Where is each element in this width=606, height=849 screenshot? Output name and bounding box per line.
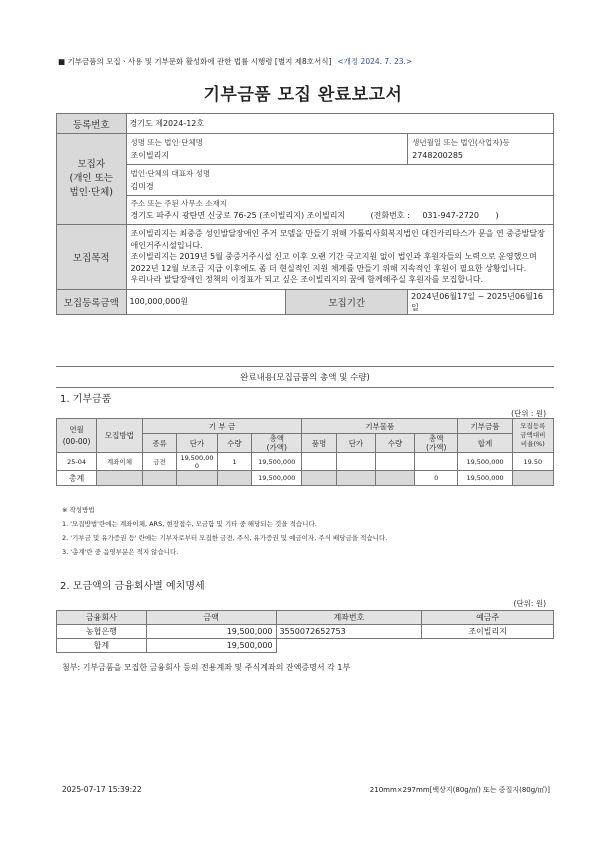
row-qty: 1 xyxy=(217,453,252,471)
revision-text: <개정 2024. 7. 23.> xyxy=(337,57,413,66)
period-label: 모집기간 xyxy=(286,289,408,314)
unit-price-header: 단가 xyxy=(177,434,217,453)
name-label: 성명 또는 법인·단체명 xyxy=(130,138,203,147)
period-value: 2024년06월17일 ~ 2025년06월16일 xyxy=(408,289,554,314)
representative-value: 김미경 xyxy=(130,182,154,191)
completion-header: 완료내용(모집금품의 총액 및 수량) xyxy=(56,366,554,388)
row-ratio: 19.50 xyxy=(512,453,553,471)
total-sum: 19,500,000 xyxy=(458,471,512,486)
row-goods-qty xyxy=(375,453,414,471)
phone-label: (전화번호 : xyxy=(370,211,410,220)
footer-paper-spec: 210mm×297mm[백상지(80g/㎡) 또는 중질지(80g/㎡)] xyxy=(369,786,550,794)
deposit-total-label: 합계 xyxy=(57,639,147,653)
address-label: 주소 또는 주된 사무소 소재지 xyxy=(130,199,227,208)
row-kind: 금전 xyxy=(142,453,177,471)
goods-price-header: 단가 xyxy=(336,434,375,453)
address-value: 경기도 파주시 광탄면 신궁로 76-25 (조이빌리지) 조이빌리지 xyxy=(130,211,346,220)
ratio-header: 모집등록 금액대비 비율(%) xyxy=(512,419,553,453)
goods-header: 기부물품 xyxy=(302,419,458,434)
item-header: 품명 xyxy=(302,434,337,453)
amount-header: 총액 (가액) xyxy=(252,434,302,453)
row-item xyxy=(302,453,337,471)
qty-header: 수량 xyxy=(217,434,252,453)
holder-header: 예금주 xyxy=(422,611,554,625)
deposit-total-row xyxy=(57,639,554,653)
goods-amount-header: 총액 (가액) xyxy=(415,434,458,453)
method-header: 모집방법 xyxy=(97,419,143,453)
writing-notes xyxy=(62,503,387,559)
section1-unit: (단위 : 원) xyxy=(511,409,546,418)
deposit-amount-value: 19,500,000 xyxy=(146,625,276,639)
notes-title: ※ 작성방법 xyxy=(62,506,95,514)
section2-unit: (단위: 원) xyxy=(513,599,546,608)
section2-title: 2. 모금액의 금융회사별 예치명세 xyxy=(60,581,205,592)
purpose-text: 조이빌리지는 최중증 성인발달장애인 주거 모델을 만들기 위해 가톨릭사회복지법인 대건카리타스가 문을 연 중증발달장애인거주시설입니다. 조이빌리지는 2019년 5월 중증거주시설 신고 이후 오랜 기간 국고지원 없이 법인과 후원자들의 노력으로 운영했으며 2022년 12월 보조금 지급 이후에도 좀 더 현실적인 지원 체계를 만들기 위해 지속적인 후원이 필요한 상황입니다. 우리나라 발달장애인 정책의 이정표가 되고 싶은 조이빌리지의 꿈에 함께해주실 후원자를 모집합니다. xyxy=(126,225,554,290)
row-sum: 19,500,000 xyxy=(458,453,512,471)
row-goods-amount xyxy=(415,453,458,471)
section1-title: 1. 기부금품 xyxy=(60,394,112,405)
row-amount: 19,500,000 xyxy=(252,453,302,471)
footer-timestamp: 2025-07-17 15:39:22 xyxy=(62,785,142,794)
note-3: 3. '총계'란 중 음영부분은 적지 않습니다. xyxy=(62,548,179,556)
amount-header-2: 금액 xyxy=(146,611,276,625)
row-goods-price xyxy=(336,453,375,471)
money-header: 기 부 금 xyxy=(142,419,301,434)
recruiter-label: 모집자 (개인 또는 법인·단체) xyxy=(57,134,127,225)
total-header: 기부금품 xyxy=(458,419,512,434)
deposit-table xyxy=(56,610,554,653)
bank-value: 농협은행 xyxy=(57,625,147,639)
holder-value: 조이빌리지 xyxy=(422,625,554,639)
total-amount: 19,500,000 xyxy=(252,471,302,486)
registration-value: 경기도 제2024-12호 xyxy=(126,114,554,134)
sum-header: 합계 xyxy=(458,434,512,453)
account-value: 3550072652753 xyxy=(276,625,422,639)
attachment-note: 첨부: 기부금품을 모집한 금융회사 등의 전용계좌 및 주식계좌의 잔액증명서 각 1부 xyxy=(62,663,351,672)
purpose-label: 모집목적 xyxy=(57,225,127,290)
yearmonth-header: 연월 (00-00) xyxy=(57,419,97,453)
phone-value: 031-947-2720 xyxy=(422,211,479,220)
donation-table xyxy=(56,418,554,486)
table-row xyxy=(57,625,554,639)
goods-qty-header: 수량 xyxy=(375,434,414,453)
note-1: 1. '모집방법'란에는 계좌이체, ARS, 현장접수, 모금함 및 기타 중 해당되는 것을 적습니다. xyxy=(62,520,317,528)
representative-label: 법인·단체의 대표자 성명 xyxy=(130,169,211,178)
row-ym: 25-04 xyxy=(57,453,97,471)
birth-label: 생년월일 또는 법인(사업자)등 xyxy=(412,138,510,147)
total-row xyxy=(57,471,554,486)
birth-value: 2748200285 xyxy=(412,151,464,160)
table-row xyxy=(57,453,554,471)
deposit-total-amount: 19,500,000 xyxy=(146,639,276,653)
goal-value: 100,000,000원 xyxy=(126,289,286,314)
name-value: 조이빌리지 xyxy=(130,151,170,160)
note-2: 2. '기부금 및 유가증권 등' 란에는 기부자로부터 모집한 금전, 주식, 유가증권 및 예금이자, 주식 배당금을 적습니다. xyxy=(62,534,388,542)
account-header: 계좌번호 xyxy=(276,611,422,625)
page-title: 기부금품 모집 완료보고서 xyxy=(203,85,403,105)
row-unit-price: 19,500,000 xyxy=(177,453,217,471)
total-label: 총계 xyxy=(57,471,97,486)
goal-label: 모집등록금액 xyxy=(57,289,127,314)
regulation-text: ■ 기부금품의 모집ㆍ사용 및 기부문화 활성화에 관한 법률 시행령 [별지 제8호서식] xyxy=(58,57,332,66)
bank-header: 금융회사 xyxy=(57,611,147,625)
kind-header: 종류 xyxy=(142,434,177,453)
total-goods-amount: 0 xyxy=(415,471,458,486)
phone-close: ) xyxy=(495,211,499,220)
regulation-note xyxy=(58,56,412,67)
row-method: 계좌이체 xyxy=(97,453,143,471)
registration-label: 등록번호 xyxy=(57,114,127,134)
recruiter-info-table xyxy=(56,113,554,315)
